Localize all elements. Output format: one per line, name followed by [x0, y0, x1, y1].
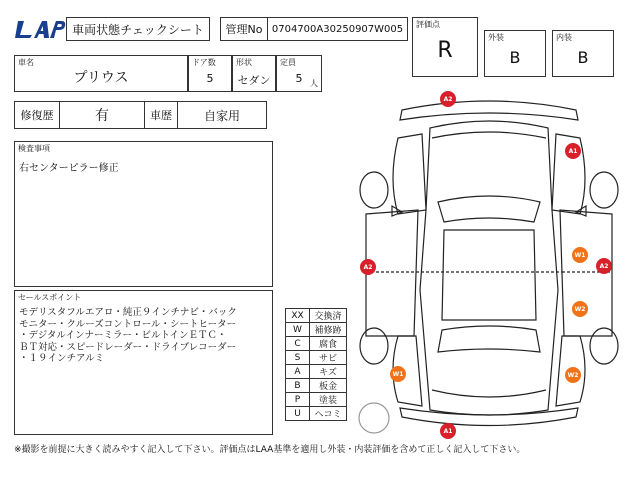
- hood-line: [432, 132, 546, 138]
- legend-code: C: [286, 337, 310, 351]
- legend-meaning: 補修跡: [310, 323, 347, 337]
- damage-marker: W1: [390, 366, 406, 382]
- legend-row: [286, 407, 347, 421]
- shape-value: セダン: [237, 74, 271, 87]
- repair-label-cell: [14, 101, 60, 129]
- selling-points-box: [14, 290, 273, 435]
- selling-point-line: ＢＴ対応・スピードレーダー・ドライブレコーダー: [19, 341, 237, 353]
- repair-value: 有: [95, 108, 109, 124]
- selling-point-line: モデリスタフルエアロ・純正９インチナビ・バック: [19, 307, 237, 318]
- usage-value-cell: [177, 101, 267, 129]
- damage-marker: A2: [596, 258, 612, 274]
- wheel-rear-left: [360, 328, 388, 364]
- mgmt-label-cell: [220, 17, 268, 41]
- damage-marker: W2: [565, 367, 581, 383]
- mgmt-no-cell: [267, 17, 408, 41]
- legend-meaning: 腐食: [310, 337, 347, 351]
- left-doors: [366, 210, 418, 336]
- legend-code: A: [286, 365, 310, 379]
- doors-box: [188, 55, 232, 92]
- wheel-front-left: [360, 172, 388, 208]
- laa-logo-icon: [14, 17, 66, 41]
- legend-code: U: [286, 407, 310, 421]
- selling-point-line: モニター・クルーズコントロール・シートヒーター: [19, 318, 237, 330]
- legend-meaning: 板金: [310, 379, 347, 393]
- trunk-line: [432, 390, 546, 397]
- rear-bumper-outline: [400, 408, 578, 426]
- legend-code: S: [286, 351, 310, 365]
- front-bumper-outline: [400, 101, 578, 120]
- legend-meaning: キズ: [310, 365, 347, 379]
- inspection-label: 検査事項: [18, 144, 50, 153]
- legend-meaning: サビ: [310, 351, 347, 365]
- eval-label: 評価点: [416, 20, 440, 29]
- usage-label: 車歴: [150, 109, 172, 122]
- selling-points-text: [19, 307, 237, 365]
- roof-outline: [442, 230, 536, 320]
- spare-tire: [359, 403, 389, 433]
- shape-label: 形状: [236, 58, 252, 67]
- vehicle-name-label: 車名: [18, 58, 34, 67]
- sheet-title: [66, 17, 210, 41]
- exterior-score-box: [484, 30, 546, 77]
- interior-label: 内装: [556, 33, 572, 42]
- damage-marker: A1: [440, 423, 456, 439]
- legend-code: P: [286, 393, 310, 407]
- car-diagram: [352, 90, 626, 438]
- legend-row: [286, 309, 347, 323]
- laa-logo: [14, 17, 66, 41]
- exterior-label: 外装: [488, 33, 504, 42]
- damage-legend: [285, 308, 347, 421]
- legend-row: [286, 365, 347, 379]
- damage-marker: W2: [572, 301, 588, 317]
- legend-meaning: 塗装: [310, 393, 347, 407]
- capacity-box: [276, 55, 322, 92]
- interior-value: B: [577, 48, 589, 67]
- rear-window-outline: [438, 326, 540, 352]
- capacity-value: 5: [295, 72, 303, 85]
- capacity-label: 定員: [280, 58, 296, 67]
- windshield-outline: [438, 196, 540, 222]
- eval-score-box: [412, 17, 478, 77]
- wheel-front-right: [590, 172, 618, 208]
- damage-marker: A1: [565, 143, 581, 159]
- legend-meaning: ヘコミ: [310, 407, 347, 421]
- eval-value: R: [437, 38, 453, 63]
- legend-meaning: 交換済: [310, 309, 347, 323]
- doors-value: 5: [206, 72, 214, 85]
- selling-points-label: セールスポイント: [18, 293, 82, 302]
- legend-row: [286, 351, 347, 365]
- wheel-rear-right: [590, 328, 618, 364]
- footer-note: ※撮影を前提に大きく読みやすく記入して下さい。評価点はLAA基準を適用し外装・内装評価を含めて正しく記入して下さい。: [14, 445, 526, 455]
- exterior-value: B: [509, 48, 521, 67]
- selling-point-line: ・デジタルインナーミラー・ビルトインＥＴＣ・: [19, 330, 227, 341]
- left-front-fender: [393, 134, 426, 214]
- legend-row: [286, 393, 347, 407]
- legend-code: B: [286, 379, 310, 393]
- inspection-text: 右センターピラー修正: [19, 163, 119, 174]
- selling-point-line: ・１９インチアルミ: [19, 353, 105, 364]
- usage-label-cell: [144, 101, 178, 129]
- shape-box: [232, 55, 276, 92]
- repair-value-cell: [59, 101, 145, 129]
- inspection-box: [14, 141, 273, 287]
- interior-score-box: [552, 30, 614, 77]
- legend-table: [285, 308, 347, 421]
- mgmt-no: 0704700A30250907W005: [271, 23, 404, 35]
- doors-label: ドア数: [192, 58, 216, 67]
- repair-label: 修復歴: [20, 109, 54, 122]
- legend-code: XX: [286, 309, 310, 323]
- damage-marker: W1: [572, 247, 588, 263]
- legend-row: [286, 337, 347, 351]
- legend-row: [286, 379, 347, 393]
- legend-row: [286, 323, 347, 337]
- vehicle-name-box: [14, 55, 188, 92]
- damage-marker: A2: [360, 259, 376, 275]
- mgmt-label: 管理No: [225, 23, 263, 36]
- sheet-title-text: 車両状態チェックシート: [72, 22, 204, 37]
- body-center-outline: [420, 121, 558, 415]
- damage-marker: A2: [440, 91, 456, 107]
- capacity-unit: 人: [310, 79, 318, 88]
- legend-code: W: [286, 323, 310, 337]
- vehicle-name-value: プリウス: [73, 70, 129, 86]
- usage-value: 自家用: [203, 108, 240, 123]
